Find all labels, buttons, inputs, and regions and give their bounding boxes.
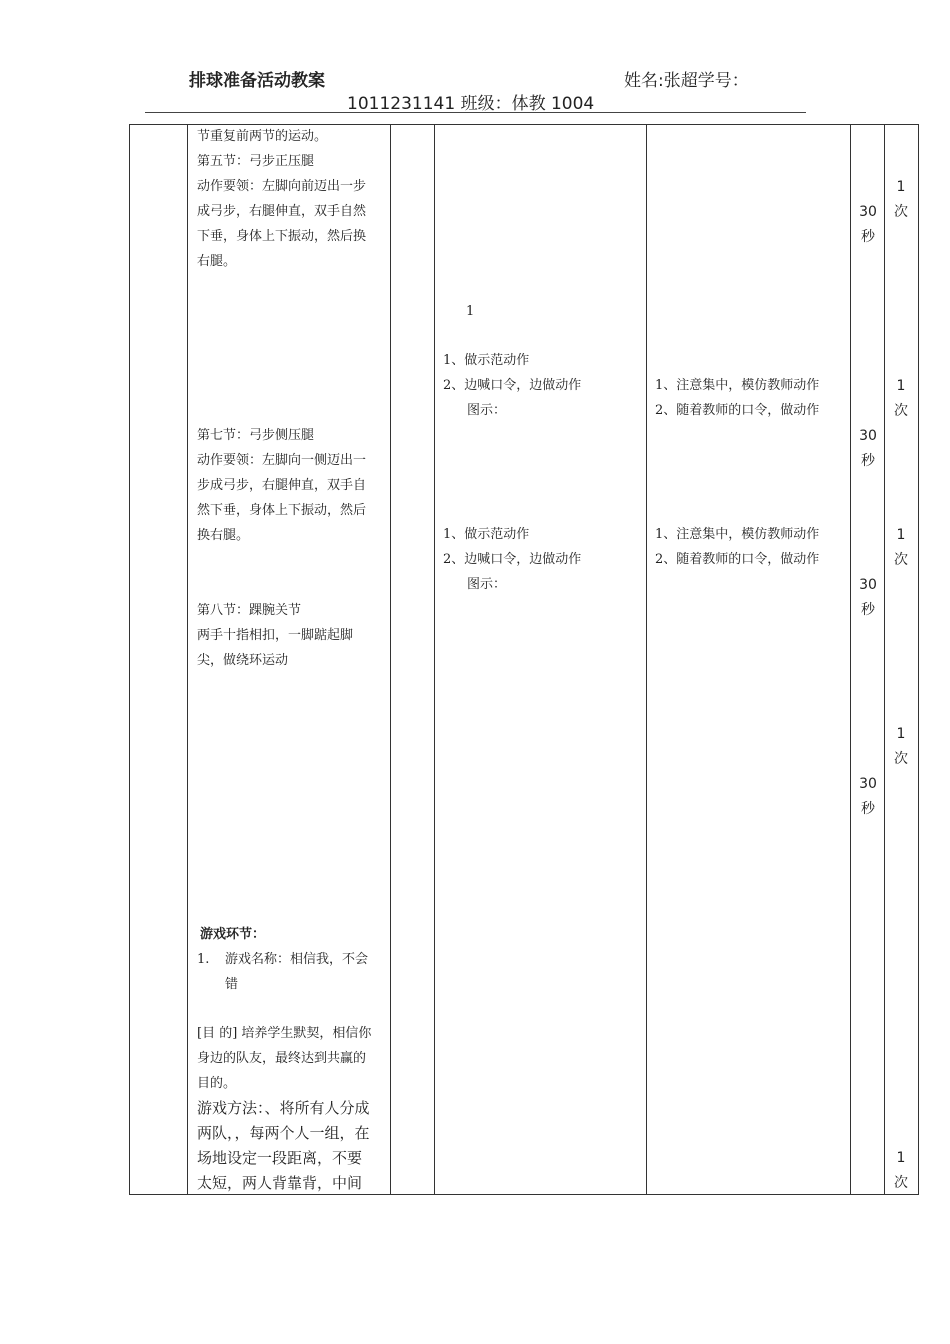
col-line-3 [390,124,391,1195]
student-step: 2、随着教师的口令，做动作 [655,552,820,567]
game-item-number: 1. [197,952,210,967]
col-line-1 [129,124,130,1195]
duration-value: 30 [859,204,877,220]
student-step: 1、注意集中，模仿教师动作 [655,378,820,393]
content-line: 节重复前两节的运动。 [197,129,328,144]
game-name: 游戏名称：相信我，不会 [225,952,369,967]
teacher-step: 2、边喊口令，边做动作 [443,378,582,393]
repeat-value: 1 [896,726,906,742]
lesson-table [129,124,918,1195]
game-purpose-line: 目的。 [197,1076,237,1091]
content-line: 动作要领：左脚向一侧迈出一 [197,453,367,468]
duration-unit: 秒 [861,229,875,245]
teacher-step: 1、做示范动作 [443,527,530,542]
content-line: 然下垂，身体上下振动，然后 [197,503,367,518]
repeat-unit: 次 [894,552,908,568]
game-method-line: 游戏方法：、将所有人分成 [197,1099,370,1117]
repeat-value: 1 [896,1150,906,1166]
content-line: 尖，做绕环运动 [197,653,289,668]
teacher-diagram-label: 图示： [467,577,507,592]
col-line-5 [646,124,647,1195]
game-purpose-line: [目 的] 培养学生默契，相信你 [197,1026,372,1041]
teacher-diagram-label: 图示： [467,403,507,418]
section-7-title: 第七节：弓步侧压腿 [197,428,315,443]
game-method-line: 两队，，每两个人一组，在 [197,1124,370,1142]
repeat-unit: 次 [894,403,908,419]
duration-unit: 秒 [861,453,875,469]
game-method-line: 场地设定一段距离，不要 [197,1149,363,1167]
duration-value: 30 [859,577,877,593]
game-method-line: 太短，两人背靠背，中间 [197,1174,363,1192]
col-line-6 [850,124,851,1195]
header-rule [145,112,806,113]
duration-unit: 秒 [861,602,875,618]
student-step: 2、随着教师的口令，做动作 [655,403,820,418]
repeat-value: 1 [896,378,906,394]
name-label: 姓名:张超学号： [624,71,749,91]
content-line: 两手十指相扣，一脚踮起脚 [197,628,354,643]
repeat-value: 1 [896,527,906,543]
col-line-8 [918,124,919,1195]
content-line: 成弓步，右腿伸直，双手自然 [197,204,367,219]
section-5-title: 第五节：弓步正压腿 [197,154,315,169]
content-line: 下垂，身体上下振动，然后换 [197,229,367,244]
game-purpose-line: 身边的队友，最终达到共赢的 [197,1051,367,1066]
repeat-unit: 次 [894,1175,908,1191]
col-line-2 [187,124,188,1195]
game-name-cont: 错 [225,977,239,992]
content-line: 步成弓步，右腿伸直，双手自 [197,478,367,493]
student-step: 1、注意集中，模仿教师动作 [655,527,820,542]
teacher-step: 1、做示范动作 [443,353,530,368]
id-class-line: 1011231141 班级：体教 1004 [347,94,595,114]
repeat-unit: 次 [894,751,908,767]
duration-value: 30 [859,776,877,792]
section-8-title: 第八节：踝腕关节 [197,603,302,618]
content-line: 右腿。 [197,254,237,269]
duration-unit: 秒 [861,801,875,817]
content-line: 动作要领：左脚向前迈出一步 [197,179,367,194]
repeat-unit: 次 [894,204,908,220]
content-line: 换右腿。 [197,528,250,543]
repeat-value: 1 [896,179,906,195]
col-line-4 [434,124,435,1195]
teacher-step: 2、边喊口令，边做动作 [443,552,582,567]
document-title: 排球准备活动教案 [189,71,325,91]
duration-value: 30 [859,428,877,444]
marker-number: 1 [466,304,475,319]
game-heading: 游戏环节： [200,927,266,942]
col-line-7 [884,124,885,1195]
